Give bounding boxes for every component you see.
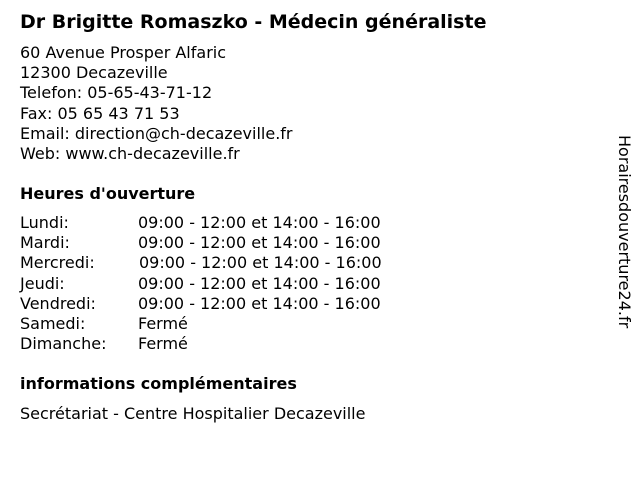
hours-time: 09:00 - 12:00 et 14:00 - 16:00 bbox=[138, 273, 381, 293]
hours-time: 09:00 - 12:00 et 14:00 - 16:00 bbox=[138, 233, 381, 253]
site-watermark: Horairesdouverture24.fr bbox=[615, 135, 634, 329]
hours-day: Jeudi: bbox=[20, 273, 65, 293]
hours-day: Samedi: bbox=[20, 313, 86, 333]
hours-time: Fermé bbox=[138, 313, 188, 333]
hours-time: Fermé bbox=[138, 334, 188, 354]
hours-day: Vendredi: bbox=[20, 293, 96, 313]
contact-block bbox=[20, 43, 292, 164]
hours-day: Mercredi: bbox=[20, 253, 95, 273]
page-title: Dr Brigitte Romaszko - Médecin généraliste bbox=[20, 11, 487, 33]
web-line: Web: www.ch-decazeville.fr bbox=[20, 144, 240, 164]
hours-day: Dimanche: bbox=[20, 334, 107, 354]
email-line: Email: direction@ch-decazeville.fr bbox=[20, 123, 293, 143]
hours-time: 09:00 - 12:00 et 14:00 - 16:00 bbox=[138, 293, 381, 313]
address-city: 12300 Decazeville bbox=[20, 63, 168, 83]
phone-line: Telefon: 05-65-43-71-12 bbox=[20, 83, 213, 103]
hours-time: 09:00 - 12:00 et 14:00 - 16:00 bbox=[138, 213, 381, 232]
opening-hours-heading: Heures d'ouverture bbox=[20, 184, 196, 203]
additional-info-heading: informations complémentaires bbox=[20, 374, 297, 393]
fax-line: Fax: 05 65 43 71 53 bbox=[20, 103, 180, 123]
hours-time: 09:00 - 12:00 et 14:00 - 16:00 bbox=[139, 253, 382, 273]
additional-info-text: Secrétariat - Centre Hospitalier Decazeville bbox=[20, 404, 366, 423]
hours-day: Mardi: bbox=[20, 233, 70, 253]
address-street: 60 Avenue Prosper Alfaric bbox=[20, 43, 227, 62]
hours-day: Lundi: bbox=[20, 213, 69, 232]
